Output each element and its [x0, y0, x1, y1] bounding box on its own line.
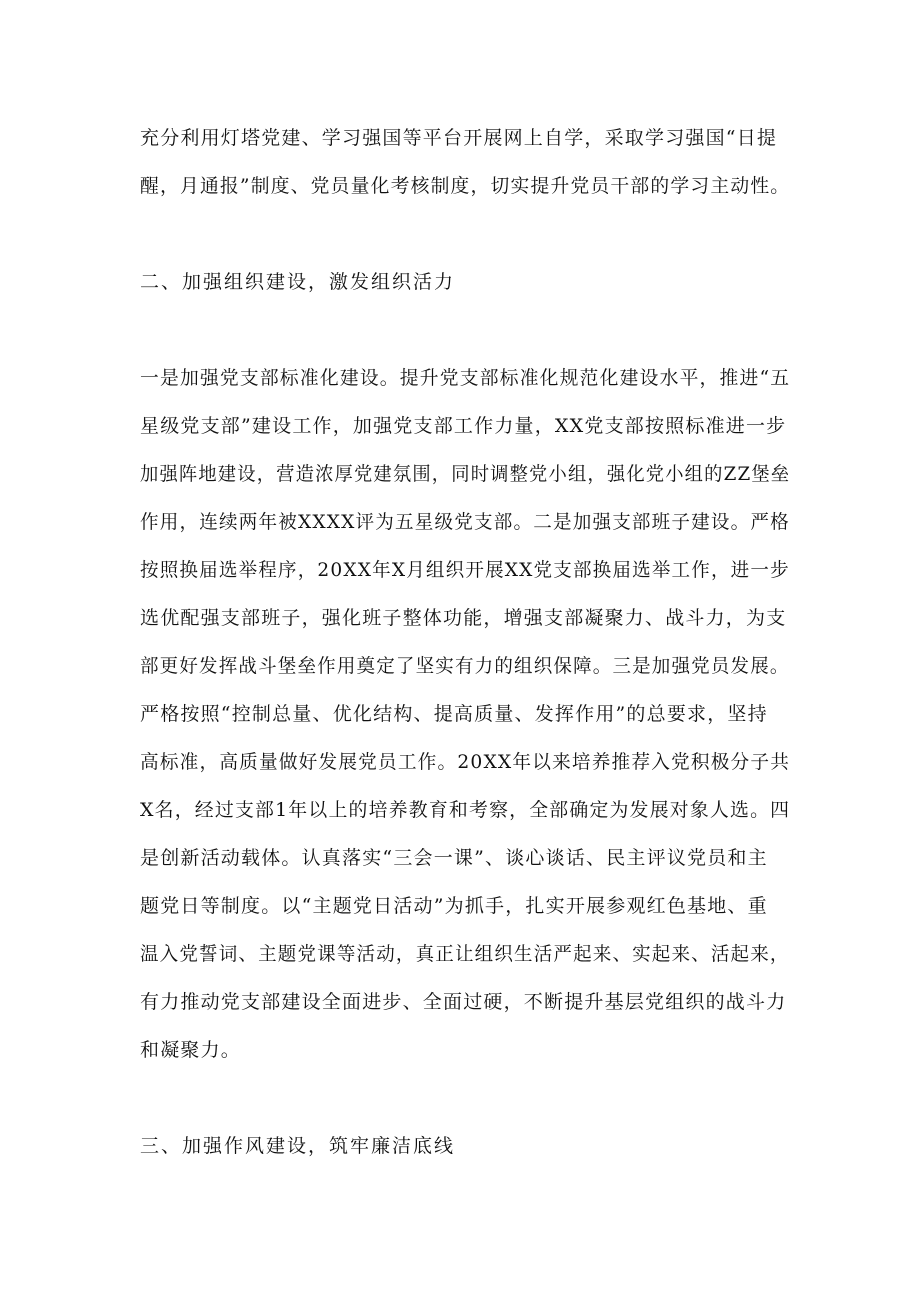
paragraph-line: 部更好发挥战斗堡垒作用奠定了坚实有力的组织保障。三是加强党员发展。 — [140, 655, 790, 677]
paragraph-line: 是创新活动载体。认真落实“三会一课”、谈心谈话、民主评议党员和主 — [140, 847, 768, 869]
paragraph-line: 严格按照“控制总量、优化结构、提高质量、发挥作用”的总要求，坚持 — [140, 703, 768, 725]
paragraph-line: 按照换届选举程序，20XX年X月组织开展XX党支部换届选举工作，进一步 — [140, 559, 790, 581]
paragraph-line: 充分利用灯塔党建、学习强国等平台开展网上自学，采取学习强国“日提 — [140, 127, 778, 149]
paragraph-line: 高标准，高质量做好发展党员工作。20XX年以来培养推荐入党积极分子共 — [140, 751, 791, 773]
paragraph-line: 加强阵地建设，营造浓厚党建氛围，同时调整党小组，强化党小组的ZZ堡垒 — [140, 463, 791, 485]
paragraph-line: X名，经过支部1年以上的培养教育和考察，全部确定为发展对象人选。四 — [140, 799, 791, 821]
paragraph-line: 题党日等制度。以“主题党日活动”为抓手，扎实开展参观红色基地、重 — [140, 895, 768, 917]
paragraph-line: 一是加强党支部标准化建设。提升党支部标准化规范化建设水平，推进“五 — [140, 367, 791, 389]
section-heading-3: 三、加强作风建设，筑牢廉洁底线 — [140, 1135, 456, 1157]
section-heading-2: 二、加强组织建设，激发组织活力 — [140, 271, 456, 293]
paragraph-line: 作用，连续两年被XXXX评为五星级党支部。二是加强支部班子建设。严格 — [140, 511, 790, 533]
paragraph-line: 温入党誓词、主题党课等活动，真正让组织生活严起来、实起来、活起来， — [140, 943, 790, 965]
paragraph-line: 星级党支部”建设工作，加强党支部工作力量，XX党支部按照标准进一步 — [140, 415, 787, 437]
paragraph-line: 醒，月通报”制度、党员量化考核制度，切实提升党员干部的学习主动性。 — [140, 175, 791, 197]
paragraph-line: 有力推动党支部建设全面进步、全面过硬，不断提升基层党组织的战斗力 — [140, 991, 787, 1013]
paragraph-line: 选优配强支部班子，强化班子整体功能，增强支部凝聚力、战斗力，为支 — [140, 607, 787, 629]
paragraph-line: 和凝聚力。 — [140, 1039, 242, 1061]
